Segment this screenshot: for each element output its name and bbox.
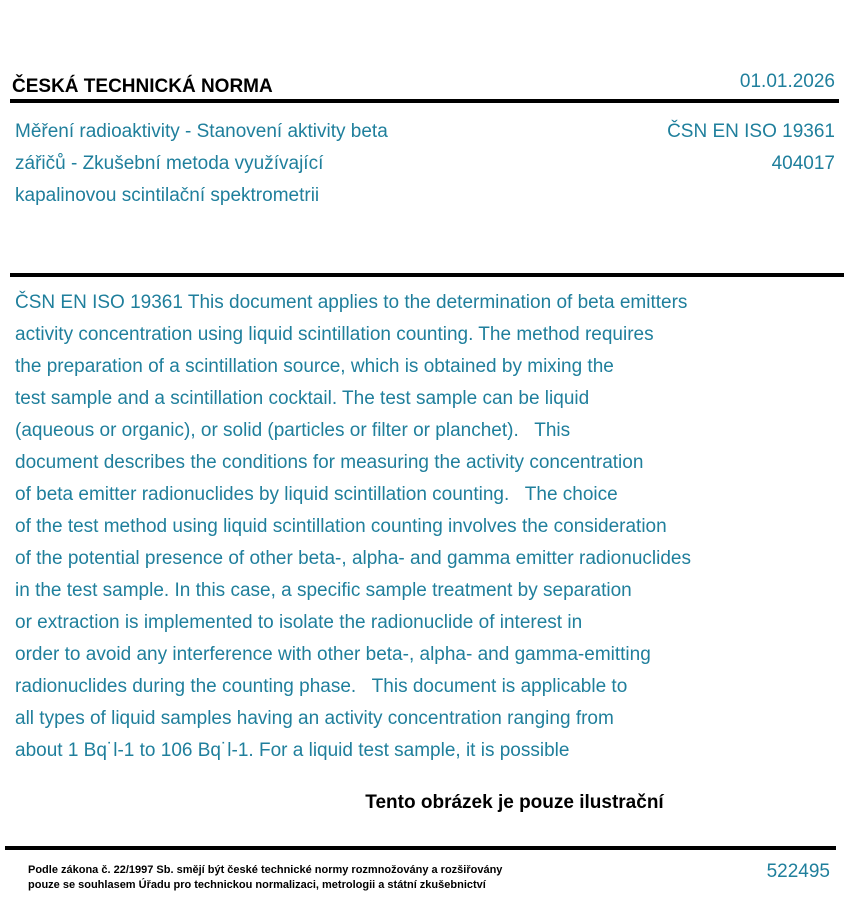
document-title — [15, 116, 475, 212]
abstract-line: of beta emitter radionuclides by liquid scintillation counting. The choice — [15, 484, 618, 505]
bottom-divider — [5, 846, 836, 850]
abstract-line: order to avoid any interference with other beta-, alpha- and gamma-emitting — [15, 644, 651, 665]
catalog-number: 522495 — [766, 861, 830, 882]
effective-date: 01.01.2026 — [739, 71, 835, 92]
legal-notice-line: pouze se souhlasem Úřadu pro technickou normalizaci, metrologii a státní zkušebnictví — [28, 879, 486, 891]
middle-divider — [10, 273, 844, 277]
abstract-line: activity concentration using liquid scintillation counting. The method requires — [15, 324, 654, 345]
class-code: 404017 — [771, 153, 835, 174]
top-divider — [10, 99, 839, 103]
abstract-line: ČSN EN ISO 19361 This document applies to the determination of beta emitters — [15, 292, 688, 313]
abstract-line: all types of liquid samples having an activity concentration ranging from — [15, 708, 614, 729]
abstract-line: the preparation of a scintillation source, which is obtained by mixing the — [15, 356, 614, 377]
abstract-line: document describes the conditions for measuring the activity concentration — [15, 452, 644, 473]
document-title-line: Měření radioaktivity - Stanovení aktivity beta — [15, 121, 388, 142]
abstract-line: in the test sample. In this case, a specific sample treatment by separation — [15, 580, 632, 601]
illustration-notice: Tento obrázek je pouze ilustrační — [365, 792, 664, 813]
abstract-text — [15, 287, 845, 767]
legal-notice-line: Podle zákona č. 22/1997 Sb. smějí být české technické normy rozmnožovány a rozšiřovány — [28, 864, 503, 876]
abstract-line: about 1 Bq˙l-1 to 106 Bq˙l-1. For a liquid test sample, it is possible — [15, 740, 570, 761]
document-title-line: zářičů - Zkušební metoda využívající — [15, 153, 324, 174]
standard-number: ČSN EN ISO 19361 — [667, 121, 835, 142]
standard-header-title: ČESKÁ TECHNICKÁ NORMA — [12, 76, 273, 97]
legal-notice — [28, 863, 502, 893]
abstract-line: or extraction is implemented to isolate the radionuclide of interest in — [15, 612, 583, 633]
abstract-line: of the test method using liquid scintillation counting involves the consideration — [15, 516, 667, 537]
document-identifiers — [667, 116, 835, 180]
abstract-line: radionuclides during the counting phase. This document is applicable to — [15, 676, 628, 697]
document-title-line: kapalinovou scintilační spektrometrii — [15, 185, 320, 206]
abstract-line: test sample and a scintillation cocktail. The test sample can be liquid — [15, 388, 590, 409]
abstract-line: (aqueous or organic), or solid (particles or filter or planchet). This — [15, 420, 571, 441]
abstract-line: of the potential presence of other beta-, alpha- and gamma emitter radionuclides — [15, 548, 691, 569]
